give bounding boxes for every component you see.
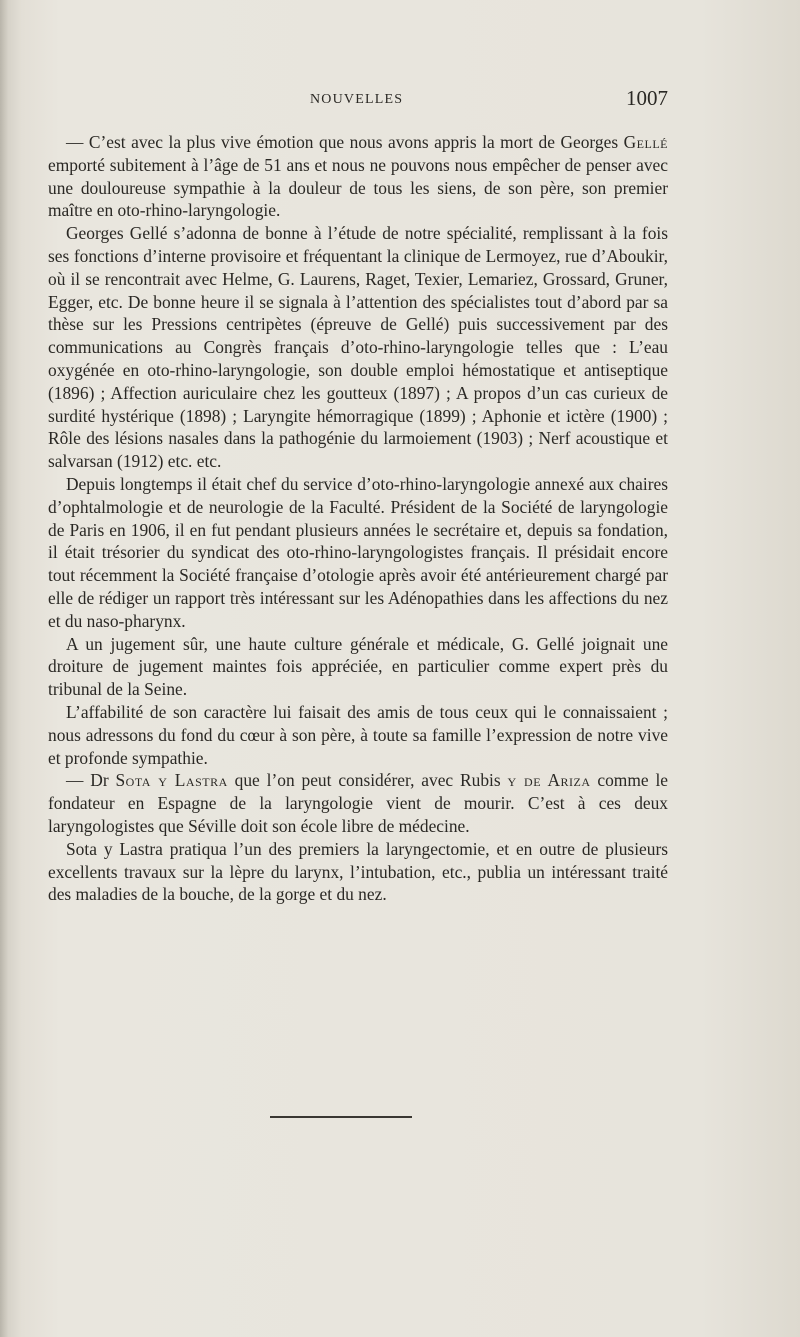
small-caps-name: Gellé	[623, 132, 668, 152]
page-binding-edge	[0, 0, 8, 1337]
text-segment: A un jugement sûr, une haute culture générale et médicale, G. Gellé joignait une droiture de jugement maintes fois appréciée, en particulier comme expert près du tribunal de la Seine.	[48, 633, 668, 700]
small-caps-name: Sota y Lastra	[115, 770, 228, 791]
page-number: 1007	[626, 86, 668, 110]
paragraph	[48, 131, 668, 222]
text-segment: Sota y Lastra pratiqua l’un des premiers la laryngectomie, et en outre de plusieurs excellents travaux sur la lèpre du larynx, l’intubation, etc., publia un intéressant traité des maladies de la bouche, de la gorge et du nez.	[48, 838, 668, 905]
page-header	[48, 88, 668, 116]
text-segment: L’affabilité de son caractère lui faisait des amis de tous ceux qui le connaissaient ; nous adressons du fond du cœur à son père, à toute sa famille l’expression de notre vive et profonde sympathie.	[48, 701, 668, 768]
paragraph	[48, 222, 668, 473]
text-segment: que l’on peut considérer, avec Rubis	[227, 770, 508, 791]
text-segment: emporté subitement à l’âge de 51 ans et nous ne pouvons nous empêcher de penser avec une douloureuse sympathie à la douleur de tous les siens, de son père, son premier maître en oto-rhino-laryngologie.	[48, 154, 668, 221]
section-end-rule	[270, 1116, 412, 1118]
paragraph	[48, 838, 668, 906]
running-title: NOUVELLES	[310, 92, 404, 107]
text-segment: Georges Gellé s’adonna de bonne à l’étude de notre spécialité, remplissant à la fois ses fonctions d’interne provisoire et fréquentant la clinique de Lermoyez, rue d’Aboukir, où il se rencontrait avec Helme, G. Laurens, Raget, Texier, Lemariez, Grossard, Gruner, Egger, etc. De bonne heure il se signala à l’attention des spécialistes tout d’abord par sa thèse sur les Pressions centripètes (épreuve de Gellé) puis successivement par des communications au Congrès français d’oto-rhino-laryngologie telles que : L’eau oxygénée en oto-rhino-laryngologie, son double emploi hémostatique et antiseptique (1896) ; Affection auriculaire chez les goutteux (1897) ; A propos d’un cas curieux de surdité hystérique (1898) ; Laryngite hémorragique (1899) ; Aphonie et ictère (1900) ; Rôle des lésions nasales dans la pathogénie du larmoiement (1903) ; Nerf acoustique et salvarsan (1912) etc. etc.	[48, 223, 668, 472]
small-caps-name: y de Ariza	[507, 770, 591, 791]
paragraph	[48, 633, 668, 701]
text-segment: — C’est avec la plus vive émotion que nous avons appris la mort de Georges	[66, 132, 624, 152]
paragraph	[48, 701, 668, 769]
text-segment: — Dr	[66, 770, 116, 791]
paragraph	[48, 473, 668, 633]
body-text	[48, 131, 668, 906]
text-segment: Depuis longtemps il était chef du service d’oto-rhino-laryngologie annexé aux chaires d’ophtalmologie et de neurologie de la Faculté. Président de la Société de laryngologie de Paris en 1906, il en fut pendant plusieurs années le secrétaire et, depuis sa fondation, il était trésorier du syndicat des oto-rhino-laryngologistes français. Il présidait encore tout récemment la Société française d’otologie après avoir été antérieurement chargé par elle de rédiger un rapport très intéressant sur les Adénopathies dans les affections du nez et du naso-pharynx.	[48, 473, 668, 631]
text-segment: comme le fondateur en Espagne de la laryngologie vient de mourir. C’est à ces deux laryngologistes que Séville doit son école libre de médecine.	[48, 770, 669, 836]
paragraph	[48, 769, 668, 837]
